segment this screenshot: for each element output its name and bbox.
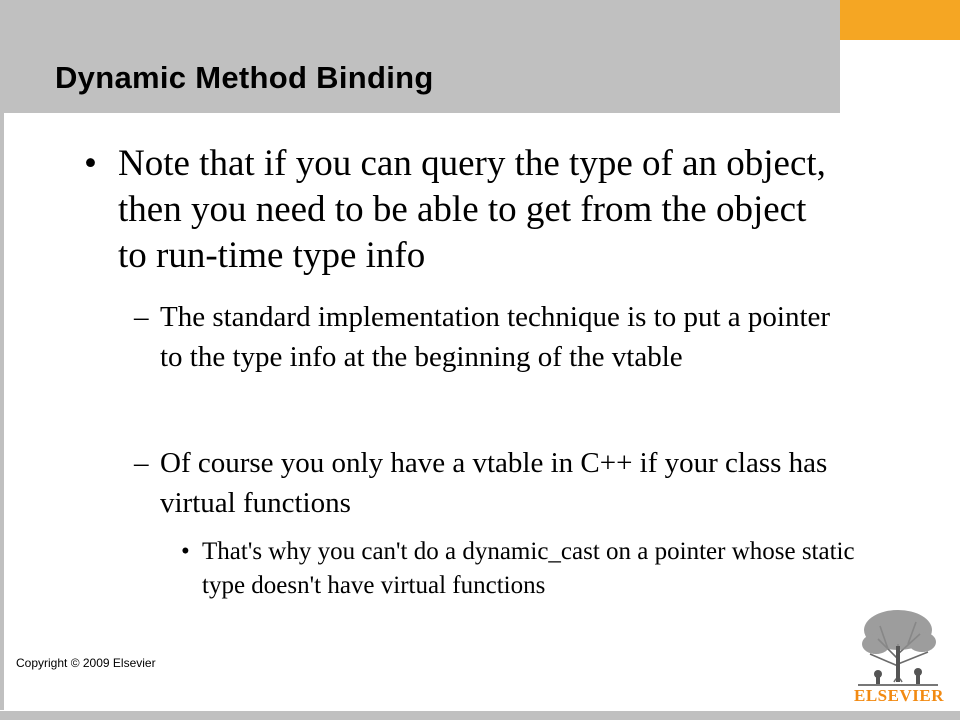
bullet-dash: – bbox=[134, 301, 149, 333]
elsevier-logo-text: ELSEVIER bbox=[854, 686, 944, 705]
bullet-dot: • bbox=[84, 143, 97, 184]
bullet-level1 bbox=[84, 141, 834, 279]
copyright-notice: Copyright © 2009 Elsevier bbox=[16, 656, 156, 670]
bullet-dash: – bbox=[134, 447, 149, 479]
bullet-text: That's why you can't do a dynamic_cast on a pointer whose static type doesn't have virtual functions bbox=[202, 538, 855, 599]
left-rule bbox=[0, 113, 4, 710]
bottom-bar bbox=[0, 711, 960, 720]
title-bar bbox=[0, 0, 840, 113]
bullet-level2 bbox=[134, 297, 834, 377]
bullet-dot: • bbox=[181, 538, 190, 565]
bullet-text: Note that if you can query the type of an object, then you need to be able to get from the object to run-time type info bbox=[118, 143, 826, 276]
bullet-text: The standard implementation technique is to put a pointer to the type info at the beginning of the vtable bbox=[160, 301, 831, 373]
slide-title: Dynamic Method Binding bbox=[55, 60, 434, 95]
bullet-level2 bbox=[134, 443, 834, 523]
bullet-text: Of course you only have a vtable in C++ if your class has virtual functions bbox=[160, 447, 828, 519]
bullet-level3 bbox=[181, 535, 881, 603]
accent-block bbox=[840, 0, 960, 40]
